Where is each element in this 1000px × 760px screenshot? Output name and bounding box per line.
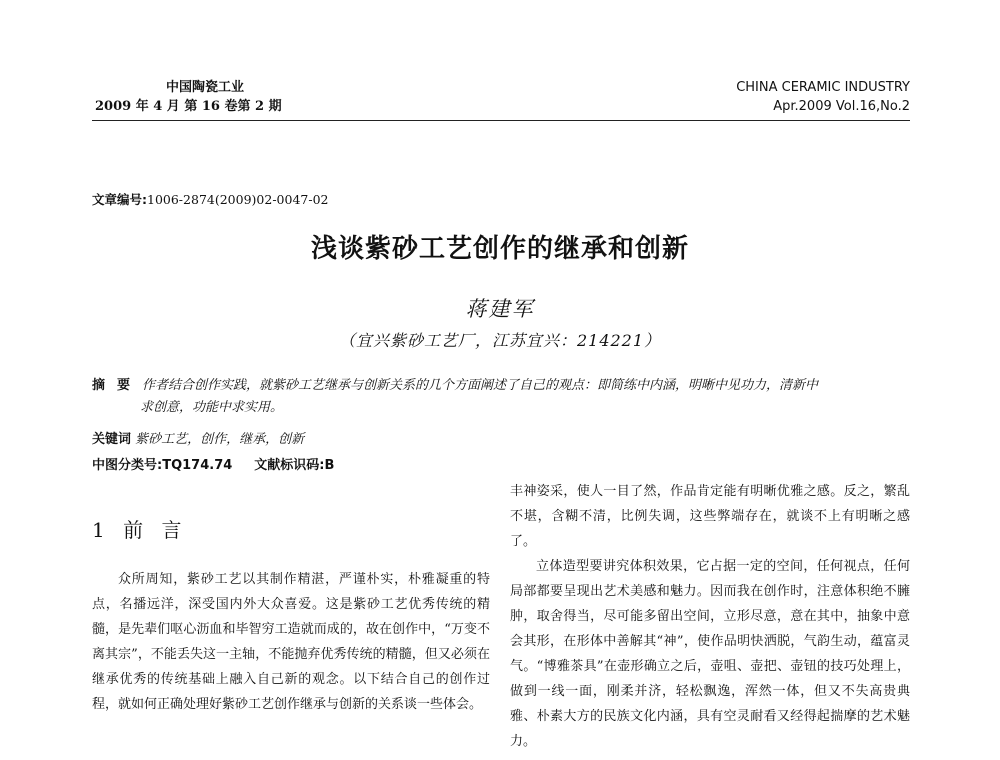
keywords: [92, 428, 304, 447]
article-number-label: 文章编号:: [92, 192, 147, 207]
keywords-text: 紫砂工艺，创作，继承，创新: [135, 432, 305, 447]
article-number: [92, 190, 328, 208]
body-paragraph: 众所周知，紫砂工艺以其制作精湛，严谨朴实，朴雅凝重的特点，名播远洋，深受国内外大众喜爱。这是紫砂工艺优秀传统的精髓，是先辈们呕心沥血和毕智穷工造就而成的，故在创作中，“万变不离其宗”，不能丢失这一主轴，不能抛弃优秀传统的精髓，但又必须在继承优秀的传统基础上融入自己新的观念。以下结合自己的创作过程，就如何正确处理好紫砂工艺创作继承与创新的关系谈一些体会。: [92, 572, 490, 712]
body-paragraph: 立体造型要讲究体积效果，它占据一定的空间，任何视点，任何局部都要呈现出艺术美感和魅力。因而我在创作时，注意体积绝不臃肿，取舍得当，尽可能多留出空间，立形尽意，意在其中，抽象中意会其形，在形体中善解其“神”，使作品明快洒脱，气韵生动，蕴富灵气。“博雅茶具”在壶形确立之后，壶咀、壶把、壶钮的技巧处理上，做到一线一面，刚柔并济，轻松飘逸，浑然一体，但又不失高贵典雅、朴素大方的民族文化内涵，具有空灵耐看又经得起揣摩的艺术魅力。: [510, 559, 910, 749]
document-code: 文献标识码:B: [254, 458, 335, 473]
abstract: [92, 375, 912, 419]
journal-header-cn: [95, 78, 315, 116]
issue-info-en: Apr.2009 Vol.16,No.2: [773, 99, 910, 114]
header-rule: [92, 120, 910, 121]
classification: [92, 454, 334, 473]
author-affiliation: （宜兴紫砂工艺厂，江苏宜兴：214221）: [338, 331, 662, 350]
body-column-right: [510, 479, 910, 754]
body-column-left: [92, 567, 490, 717]
body-paragraph: 丰神姿采，使人一目了然，作品肯定能有明晰优雅之感。反之，繁乱不堪，含糊不清，比例失调，这些弊端存在，就谈不上有明晰之感了。: [510, 484, 910, 549]
abstract-text-line2: 求创意，功能中求实用。: [140, 400, 284, 415]
article-number-value: 1006-2874(2009)02-0047-02: [147, 192, 329, 207]
journal-name-cn: 中国陶瓷工业: [165, 80, 244, 95]
author-name: 蒋建军: [465, 297, 535, 321]
issue-info-cn: 2009 年 4 月 第 16 卷第 2 期: [95, 99, 282, 114]
abstract-text-line1: 作者结合创作实践，就紫砂工艺继承与创新关系的几个方面阐述了自己的观点：即简练中内涵，明晰中见功力，清新中: [142, 378, 819, 393]
clc-number: 中图分类号:TQ174.74: [92, 458, 233, 473]
journal-name-en: CHINA CERAMIC INDUSTRY: [736, 80, 910, 95]
keywords-label: 关键词: [92, 432, 132, 447]
journal-header-en: [640, 78, 910, 116]
paper-title: 浅谈紫砂工艺创作的继承和创新: [310, 234, 689, 264]
abstract-label: 摘要: [92, 378, 143, 393]
section-heading: 1 前 言: [92, 518, 188, 542]
